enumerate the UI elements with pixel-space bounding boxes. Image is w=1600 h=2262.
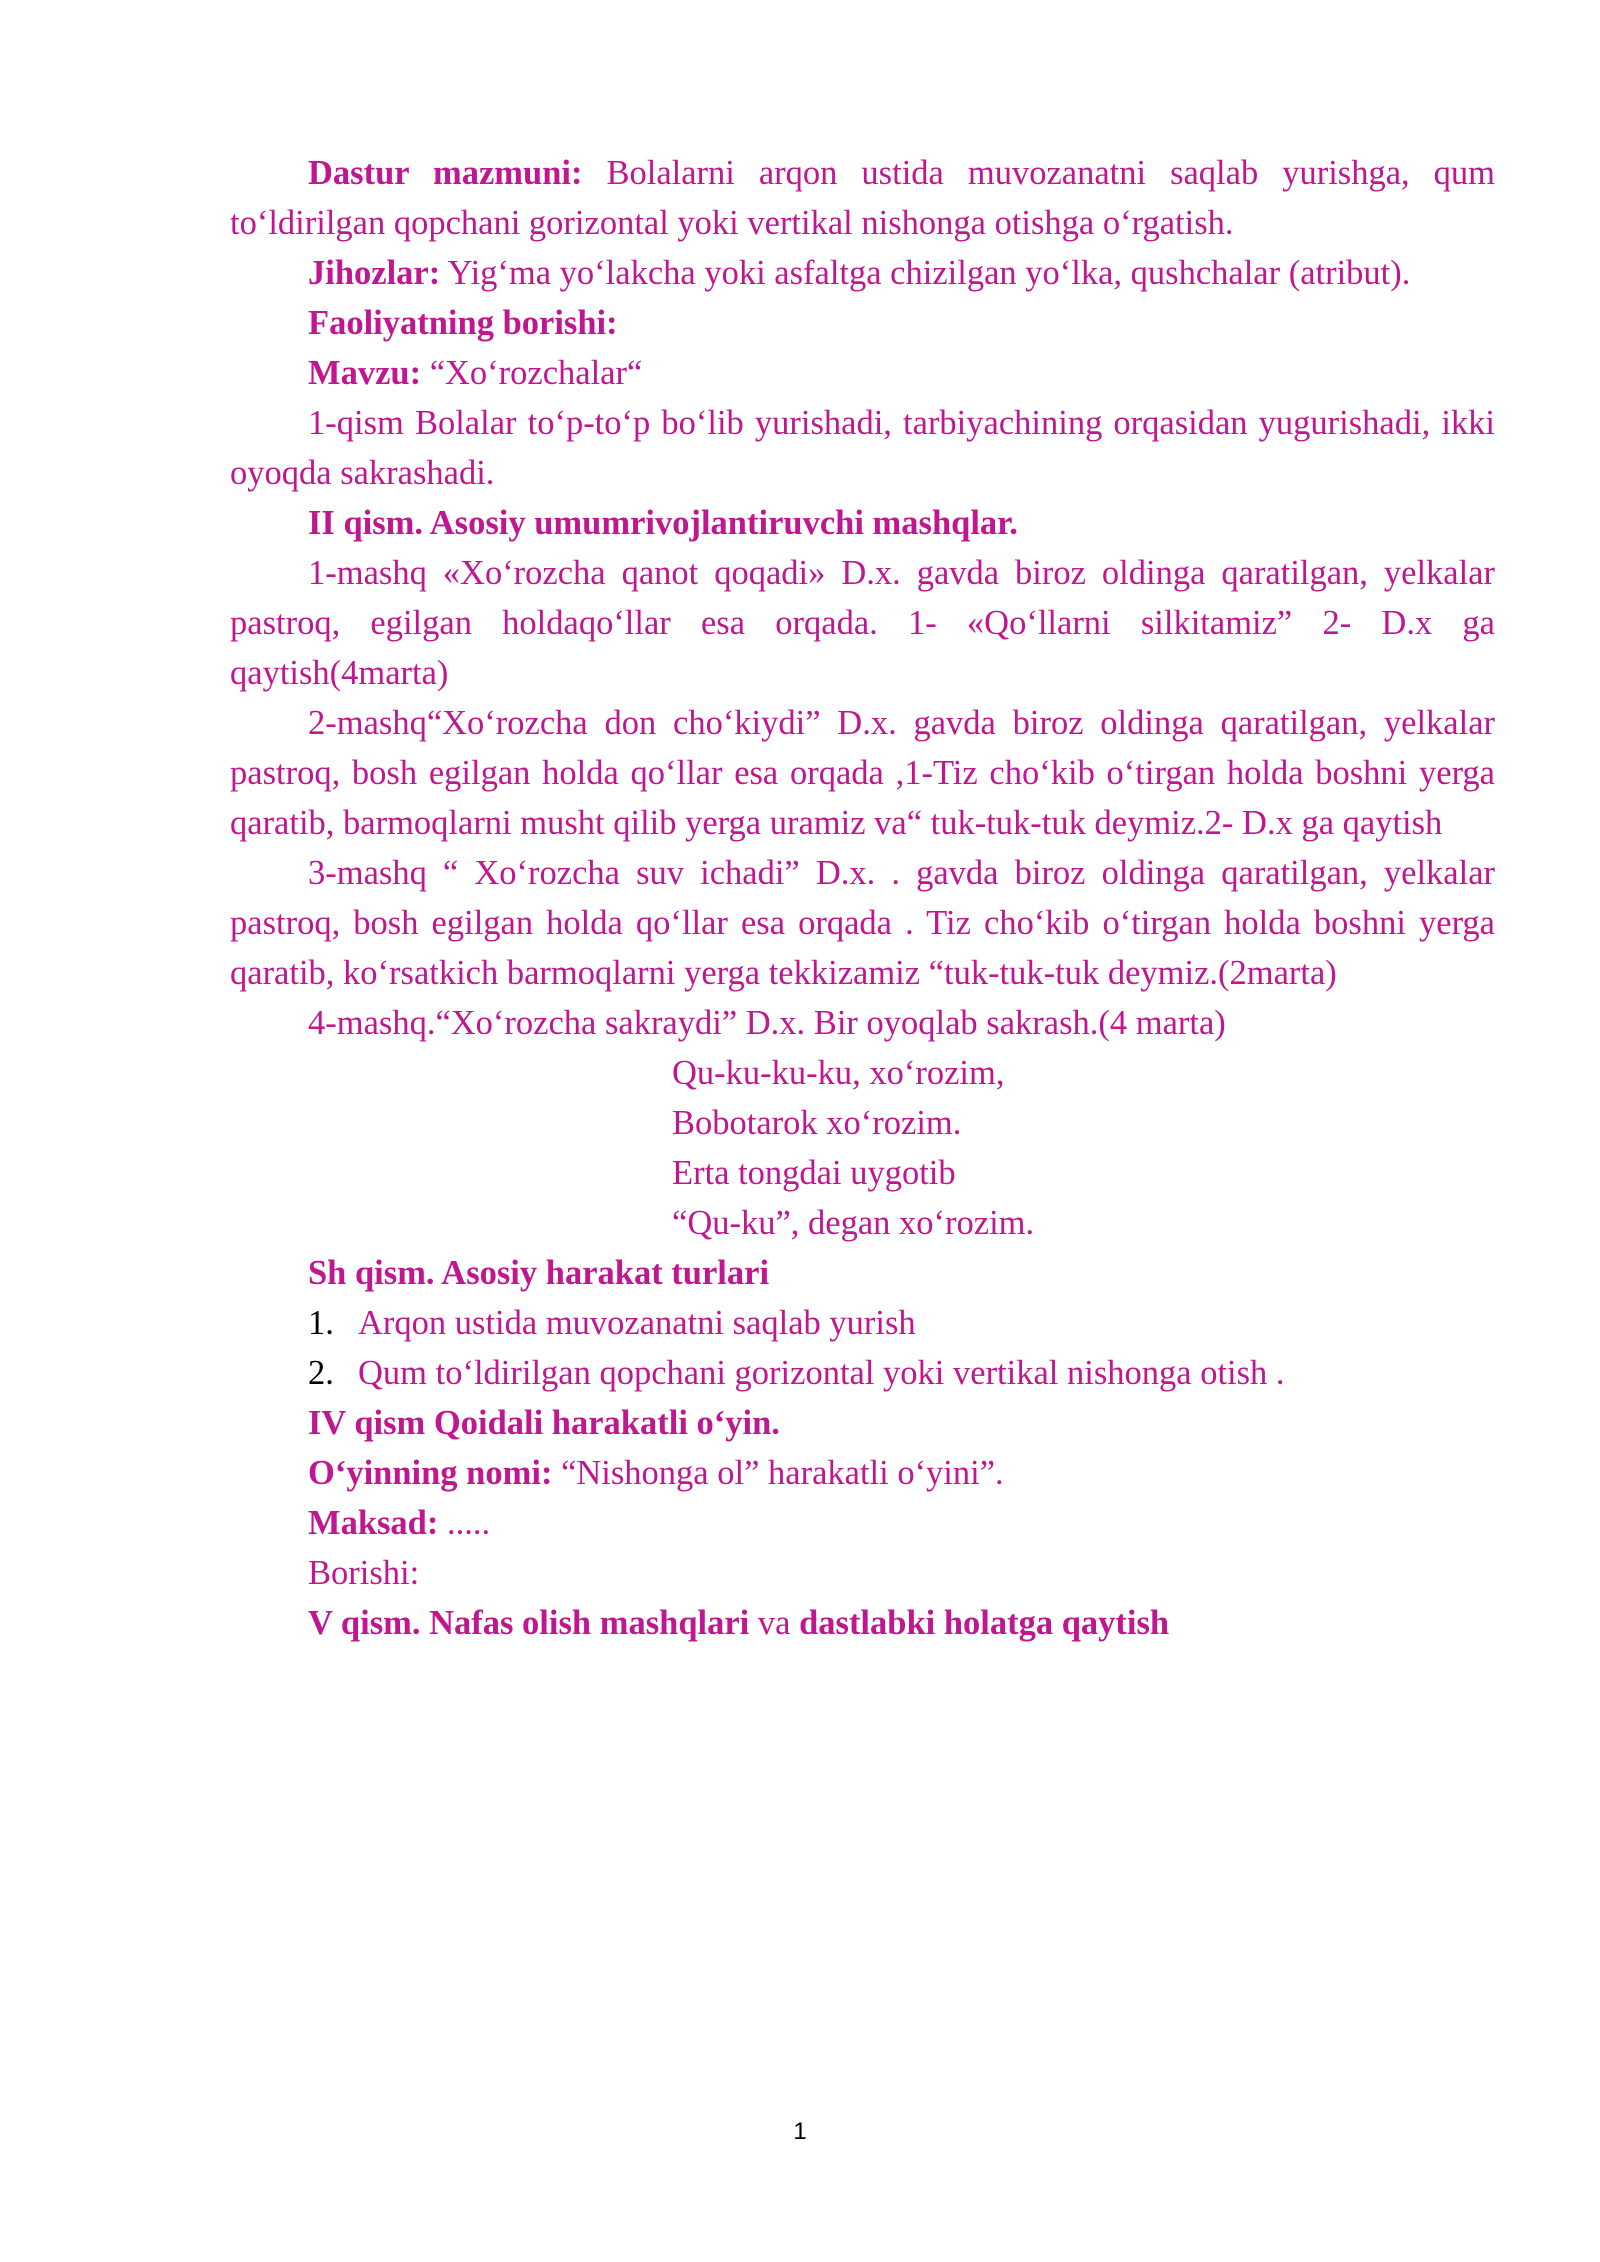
exercise-4-paragraph: 4-mashq.“Xo‘rozcha sakraydi” D.x. Bir oyoqlab sakrash.(4 marta) [308,1004,1226,1042]
game-name-text: “Nishonga ol” harakatli o‘yini”. [552,1454,1004,1492]
goal-paragraph [230,1498,1495,1548]
activity-heading: Faoliyatning borishi: [308,304,618,342]
program-content-label: Dastur mazmuni: [308,154,583,192]
exercise-3-paragraph: 3-mashq “ Xo‘rozcha suv ichadi” D.x. . gavda biroz oldinga qaratilgan, yelkalar pastroq, bosh egilgan holda qo‘llar esa orqada . Tiz cho‘kib o‘tirgan holda boshni yerga qaratib, ko‘rsatkich barmoqlarni yerga tekkizamiz “tuk-tuk-tuk deymiz.(2marta) [230,854,1495,992]
poem-line: Bobotarok xo‘rozim. [672,1104,962,1142]
part-five-label: V qism. Nafas olish mashqlari [308,1604,750,1642]
topic-text: “Xo‘rozchalar“ [421,354,643,392]
program-content-paragraph [230,148,1495,248]
part-five-heading [230,1598,1495,1648]
part-five-label-2: dastlabki holatga qaytish [799,1604,1170,1642]
list-item [230,1348,1495,1398]
goal-text: ..... [438,1504,491,1542]
part-five-connector: va [749,1604,800,1642]
goal-label: Maksad: [308,1504,439,1542]
part-one-paragraph: 1-qism Bolalar to‘p-to‘p bo‘lib yurishadi, tarbiyachining orqasidan yugurishadi, ikki oyoqda sakrashadi. [230,404,1495,492]
list-number: 1. [308,1304,334,1342]
document-body [230,148,1495,1648]
part-two-heading: II qism. Asosiy umumrivojlantiruvchi mashqlar. [308,504,1018,542]
list-item [230,1298,1495,1348]
topic-paragraph [230,348,1495,398]
game-name-paragraph [230,1448,1495,1498]
part-three-heading: Sh qism. Asosiy harakat turlari [308,1254,770,1292]
part-four-heading: IV qism Qoidali harakatli o‘yin. [308,1404,780,1442]
poem-line: “Qu-ku”, degan xo‘rozim. [672,1204,1035,1242]
list-text: Qum to‘ldirilgan qopchani gorizontal yoki vertikal nishonga otish . [358,1354,1285,1392]
program-content-text: Bolalarni arqon ustida muvozanatni saqlab yurishga, qum to‘ldirilgan qopchani gorizontal yoki vertikal nishonga otishga o‘rgatish. [230,154,1495,242]
equipment-paragraph [230,248,1495,298]
topic-label: Mavzu: [308,354,422,392]
list-number: 2. [308,1354,334,1392]
equipment-text: Yig‘ma yo‘lakcha yoki asfaltga chizilgan yo‘lka, qushchalar (atribut). [440,254,1411,292]
list-text: Arqon ustida muvozanatni saqlab yurish [358,1304,916,1342]
game-name-label: O‘yinning nomi: [308,1454,553,1492]
process-paragraph: Borishi: [308,1554,420,1592]
poem-line: Qu-ku-ku-ku, xo‘rozim, [672,1054,1005,1092]
exercise-1-paragraph: 1-mashq «Xo‘rozcha qanot qoqadi» D.x. gavda biroz oldinga qaratilgan, yelkalar pastroq, egilgan holdaqo‘llar esa orqada. 1- «Qo‘llarni silkitamiz” 2- D.x ga qaytish(4marta) [230,554,1495,692]
poem [672,1048,1495,1248]
exercise-2-paragraph: 2-mashq“Xo‘rozcha don cho‘kiydi” D.x. gavda biroz oldinga qaratilgan, yelkalar pastroq, bosh egilgan holda qo‘llar esa orqada ,1-Tiz cho‘kib o‘tirgan holda boshni yerga qaratib, barmoqlarni musht qilib yerga uramiz va“ tuk-tuk-tuk deymiz.2- D.x ga qaytish [230,704,1495,842]
poem-line: Erta tongdai uygotib [672,1154,956,1192]
equipment-label: Jihozlar: [308,254,441,292]
page-number: 1 [793,2118,807,2145]
